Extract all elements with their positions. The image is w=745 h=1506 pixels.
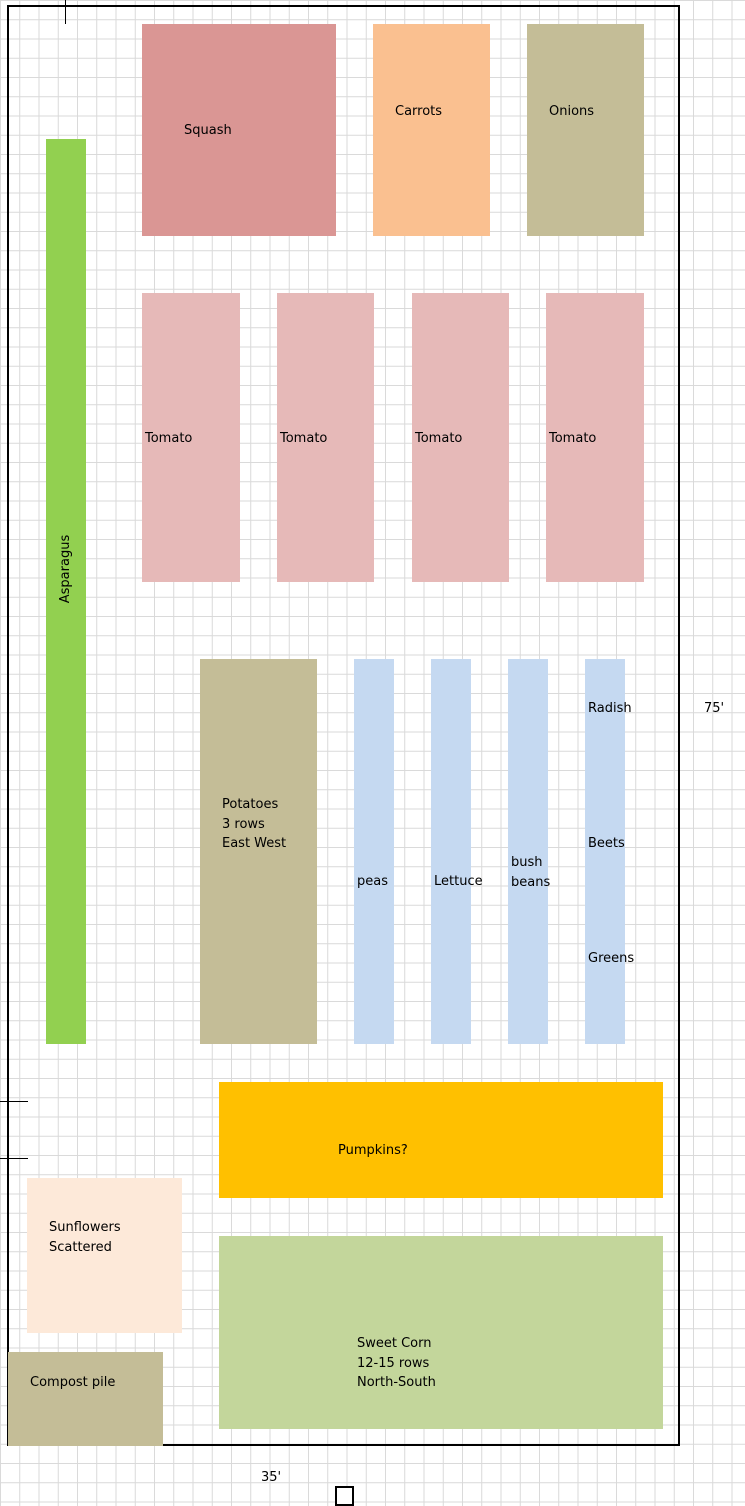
potatoes-bed: [200, 659, 317, 1044]
width-dimension-label: 35': [261, 1470, 282, 1485]
squash-label: Squash: [184, 123, 232, 138]
onions-label: Onions: [549, 104, 595, 119]
pumpkins-label: Pumpkins?: [338, 1143, 408, 1158]
beets-label: Beets: [588, 836, 625, 851]
left-edge-tick-upper: [0, 1101, 28, 1102]
left-edge-tick-lower: [0, 1158, 28, 1159]
tomato-bed-2: [277, 293, 374, 582]
top-edge-tick: [65, 0, 66, 24]
length-dimension-label: 75': [704, 701, 725, 716]
onions-bed: [527, 24, 644, 236]
sweet-corn-label: Sweet Corn 12-15 rows North-South: [357, 1336, 436, 1390]
lettuce-label: Lettuce: [434, 874, 483, 889]
potatoes-label: Potatoes 3 rows East West: [222, 797, 287, 851]
bush-beans-row: [508, 659, 551, 1044]
sunflowers-bed: [27, 1178, 182, 1333]
sweet-corn-bed: [219, 1236, 663, 1429]
asparagus-bed: [46, 139, 86, 1044]
compost-label: Compost pile: [30, 1375, 116, 1390]
tomato-label-3: Tomato: [415, 431, 463, 446]
greens-label: Greens: [588, 951, 635, 966]
tomato-bed-1: [142, 293, 240, 582]
corner-marker: [335, 1486, 354, 1506]
tomato-label-2: Tomato: [280, 431, 328, 446]
tomato-bed-4: [546, 293, 644, 582]
sunflowers-label: Sunflowers Scattered: [49, 1220, 121, 1255]
radish-label: Radish: [588, 701, 632, 716]
asparagus-label: Asparagus: [58, 534, 73, 604]
carrots-bed: [373, 24, 490, 236]
peas-label: peas: [357, 874, 388, 889]
tomato-bed-3: [412, 293, 509, 582]
pumpkins-bed: [219, 1082, 663, 1198]
lettuce-row: [431, 659, 483, 1044]
peas-row: [354, 659, 394, 1044]
bush-beans-label: bush beans: [511, 855, 551, 890]
tomato-label-4: Tomato: [549, 431, 597, 446]
squash-bed: [142, 24, 336, 236]
compost-pile: [8, 1352, 163, 1446]
tomato-label-1: Tomato: [145, 431, 193, 446]
radish-beets-greens-row: [585, 659, 635, 1044]
carrots-label: Carrots: [395, 104, 443, 119]
